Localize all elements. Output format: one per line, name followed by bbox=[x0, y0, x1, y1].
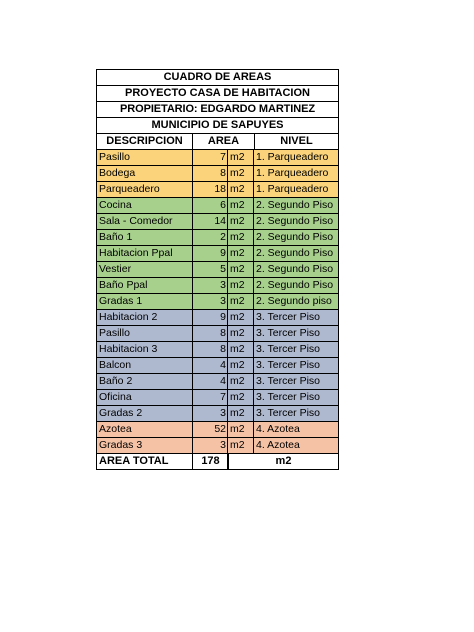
table-row bbox=[97, 374, 338, 390]
row-nivel: 3. Tercer Piso bbox=[256, 359, 320, 371]
total-value: 178 bbox=[201, 455, 220, 467]
row-unit: m2 bbox=[227, 342, 254, 357]
table-row bbox=[97, 422, 338, 438]
row-nivel: 3. Tercer Piso bbox=[256, 391, 320, 403]
row-unit: m2 bbox=[227, 326, 254, 341]
row-nivel: 2. Segundo Piso bbox=[256, 263, 334, 275]
table-row bbox=[97, 150, 338, 166]
table-row bbox=[97, 262, 338, 278]
table-row bbox=[97, 182, 338, 198]
row-unit: m2 bbox=[227, 310, 254, 325]
row-nivel: 1. Parqueadero bbox=[256, 183, 329, 195]
table-row bbox=[97, 294, 338, 310]
row-descripcion: Vestier bbox=[97, 262, 193, 277]
row-unit: m2 bbox=[227, 358, 254, 373]
table-row bbox=[97, 278, 338, 294]
row-unit: m2 bbox=[227, 374, 254, 389]
row-nivel: 2. Segundo Piso bbox=[256, 231, 334, 243]
row-nivel: 2. Segundo Piso bbox=[256, 199, 334, 211]
table-row bbox=[97, 326, 338, 342]
table-row bbox=[97, 230, 338, 246]
table-row bbox=[97, 214, 338, 230]
row-descripcion: Balcon bbox=[97, 358, 193, 373]
row-area: 9 bbox=[220, 311, 226, 323]
table-row bbox=[97, 310, 338, 326]
row-unit: m2 bbox=[227, 278, 254, 293]
row-unit: m2 bbox=[227, 422, 254, 437]
area-table bbox=[96, 69, 339, 470]
row-descripcion: Bodega bbox=[97, 166, 193, 181]
row-nivel: 2. Segundo Piso bbox=[256, 279, 334, 291]
row-area: 8 bbox=[220, 327, 226, 339]
row-nivel: 1. Parqueadero bbox=[256, 167, 329, 179]
row-unit: m2 bbox=[227, 150, 254, 165]
column-header-row bbox=[97, 134, 338, 150]
column-header-descripcion: DESCRIPCION bbox=[97, 134, 193, 149]
row-nivel: 3. Tercer Piso bbox=[256, 375, 320, 387]
row-unit: m2 bbox=[227, 406, 254, 421]
column-header-nivel: NIVEL bbox=[254, 134, 338, 149]
table-row bbox=[97, 246, 338, 262]
row-descripcion: Oficina bbox=[97, 390, 193, 405]
row-unit: m2 bbox=[227, 182, 254, 197]
row-nivel: 2. Segundo Piso bbox=[256, 247, 334, 259]
row-area: 2 bbox=[220, 231, 226, 243]
table-row bbox=[97, 406, 338, 422]
row-area: 8 bbox=[220, 167, 226, 179]
row-nivel: 3. Tercer Piso bbox=[256, 407, 320, 419]
row-area: 6 bbox=[220, 199, 226, 211]
row-descripcion: Habitacion 3 bbox=[97, 342, 193, 357]
row-unit: m2 bbox=[227, 246, 254, 261]
table-row bbox=[97, 166, 338, 182]
row-area: 52 bbox=[214, 423, 226, 435]
owner-name: PROPIETARIO: EDGARDO MARTINEZ bbox=[97, 102, 338, 118]
row-area: 3 bbox=[220, 295, 226, 307]
row-area: 8 bbox=[220, 343, 226, 355]
row-nivel: 1. Parqueadero bbox=[256, 151, 329, 163]
row-unit: m2 bbox=[227, 438, 254, 453]
row-area: 4 bbox=[220, 359, 226, 371]
row-area: 18 bbox=[214, 183, 226, 195]
table-row bbox=[97, 390, 338, 406]
row-area: 4 bbox=[220, 375, 226, 387]
row-descripcion: Pasillo bbox=[97, 326, 193, 341]
table-row bbox=[97, 438, 338, 454]
row-area: 3 bbox=[220, 439, 226, 451]
table-row bbox=[97, 358, 338, 374]
row-descripcion: Gradas 1 bbox=[97, 294, 193, 309]
row-descripcion: Gradas 2 bbox=[97, 406, 193, 421]
row-unit: m2 bbox=[227, 262, 254, 277]
row-area: 7 bbox=[220, 151, 226, 163]
project-name: PROYECTO CASA DE HABITACION bbox=[97, 86, 338, 102]
row-descripcion: Parqueadero bbox=[97, 182, 193, 197]
row-area: 3 bbox=[220, 407, 226, 419]
row-nivel: 3. Tercer Piso bbox=[256, 343, 320, 355]
total-unit: m2 bbox=[275, 455, 292, 467]
row-nivel: 4. Azotea bbox=[256, 423, 300, 435]
row-descripcion: Cocina bbox=[97, 198, 193, 213]
column-header-area: AREA bbox=[207, 135, 240, 147]
row-unit: m2 bbox=[227, 198, 254, 213]
row-area: 9 bbox=[220, 247, 226, 259]
row-descripcion: Habitacion Ppal bbox=[97, 246, 193, 261]
row-descripcion: Habitacion 2 bbox=[97, 310, 193, 325]
row-unit: m2 bbox=[227, 390, 254, 405]
table-row bbox=[97, 342, 338, 358]
row-nivel: 2. Segundo piso bbox=[256, 295, 332, 307]
row-nivel: 4. Azotea bbox=[256, 439, 300, 451]
row-descripcion: Pasillo bbox=[97, 150, 193, 165]
row-unit: m2 bbox=[227, 230, 254, 245]
row-unit: m2 bbox=[227, 214, 254, 229]
row-nivel: 3. Tercer Piso bbox=[256, 311, 320, 323]
total-row bbox=[97, 454, 338, 469]
row-unit: m2 bbox=[227, 294, 254, 309]
row-unit: m2 bbox=[227, 166, 254, 181]
row-area: 3 bbox=[220, 279, 226, 291]
row-area: 14 bbox=[214, 215, 226, 227]
row-descripcion: Baño Ppal bbox=[97, 278, 193, 293]
row-nivel: 3. Tercer Piso bbox=[256, 327, 320, 339]
row-nivel: 2. Segundo Piso bbox=[256, 215, 334, 227]
row-descripcion: Baño 2 bbox=[97, 374, 193, 389]
row-area: 7 bbox=[220, 391, 226, 403]
municipality-name: MUNICIPIO DE SAPUYES bbox=[97, 118, 338, 134]
row-descripcion: Baño 1 bbox=[97, 230, 193, 245]
row-area: 5 bbox=[220, 263, 226, 275]
total-label: AREA TOTAL bbox=[97, 454, 193, 469]
row-descripcion: Sala - Comedor bbox=[97, 214, 193, 229]
table-body bbox=[97, 150, 338, 454]
table-row bbox=[97, 198, 338, 214]
row-descripcion: Gradas 3 bbox=[97, 438, 193, 453]
row-descripcion: Azotea bbox=[97, 422, 193, 437]
table-title: CUADRO DE AREAS bbox=[97, 70, 338, 86]
